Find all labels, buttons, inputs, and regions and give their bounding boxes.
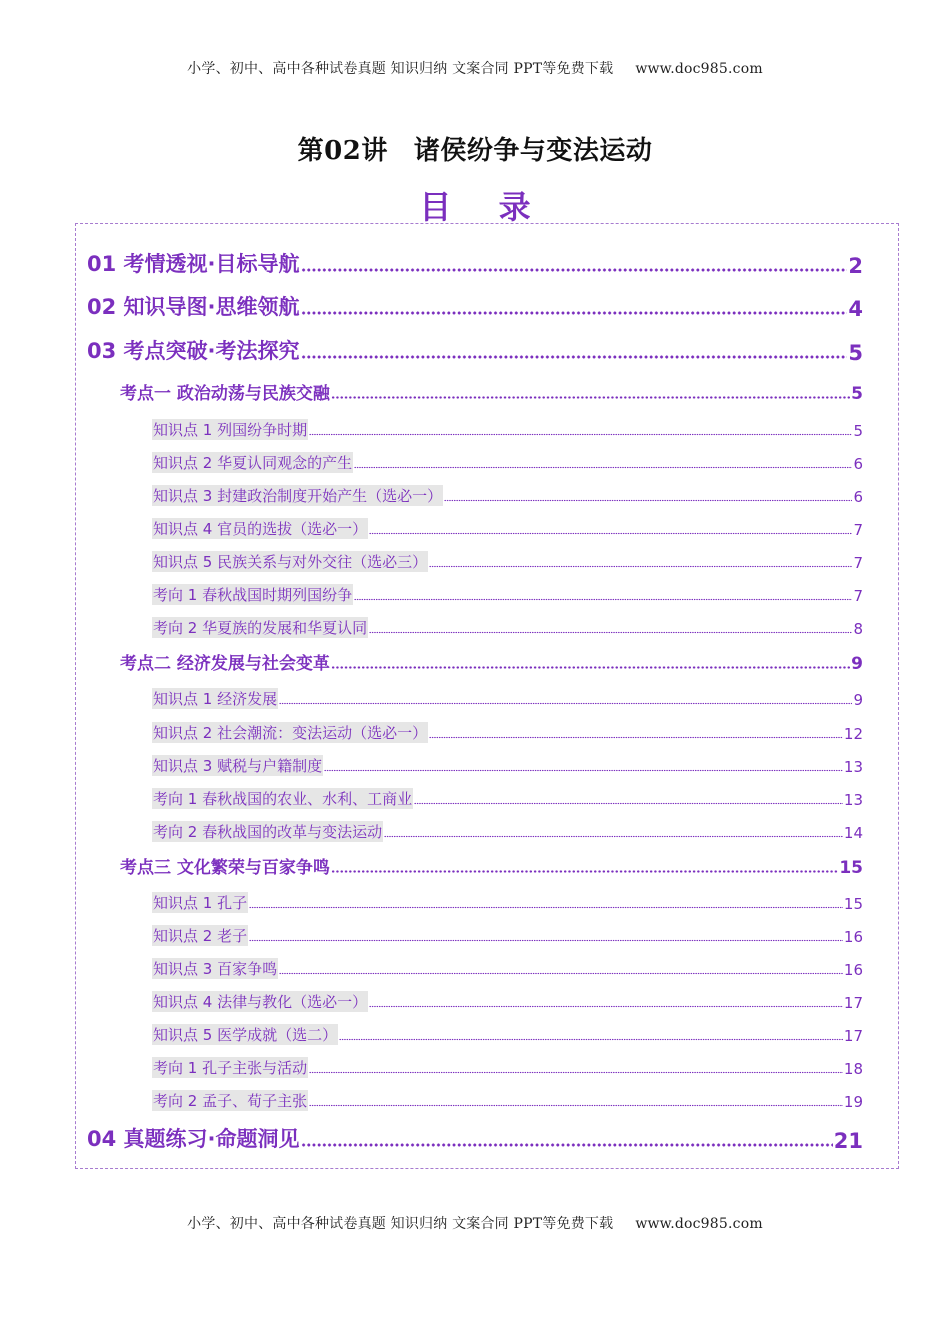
toc-entry-page: 5 [848, 341, 863, 365]
toc-entry[interactable] [152, 1056, 863, 1078]
toc-entry-label: 知识点 2 老子 [153, 927, 248, 945]
toc-leader [354, 598, 852, 601]
toc-entry-page: 16 [843, 961, 863, 979]
toc-leader [369, 1005, 843, 1008]
toc-heading: 目 录 [419, 188, 549, 226]
toc-leader [249, 906, 843, 909]
toc-entry-label: 知识点 1 孔子 [153, 894, 248, 912]
toc-leader [339, 1038, 843, 1041]
toc-leader [309, 433, 852, 436]
toc-leader [384, 835, 843, 838]
toc-entry-label: 知识点 1 经济发展 [153, 690, 278, 708]
footer-url[interactable]: www.doc985.com [635, 1216, 763, 1232]
toc-entry-page: 19 [843, 1093, 863, 1111]
toc-entry-label: 考向 1 孔子主张与活动 [153, 1059, 308, 1077]
toc-entry-label: 知识点 5 民族关系与对外交往（选必三） [153, 553, 428, 571]
toc-entry[interactable] [152, 687, 863, 709]
toc-entry[interactable] [87, 248, 863, 278]
toc-entry-page: 12 [843, 725, 863, 743]
toc-entry-label: 知识点 3 百家争鸣 [153, 960, 278, 978]
toc-entry-page: 4 [848, 297, 863, 321]
toc-leader [301, 1142, 833, 1148]
toc-entry-label: 知识点 5 医学成就（选二） [153, 1026, 338, 1044]
toc-leader [301, 267, 848, 273]
toc-entry-page: 17 [843, 1027, 863, 1045]
toc-entry-page: 16 [843, 928, 863, 946]
toc-entry[interactable] [152, 787, 863, 809]
toc-entry-label: 考向 1 春秋战国的农业、水利、工商业 [153, 790, 413, 808]
toc-leader [331, 395, 850, 400]
toc-leader [301, 354, 848, 360]
toc-entry[interactable] [152, 924, 863, 946]
toc-entry-label: 知识点 1 列国纷争时期 [153, 421, 308, 439]
toc-entry-page: 15 [843, 895, 863, 913]
toc-leader [249, 939, 843, 942]
document-title [0, 130, 950, 167]
toc-entry-page: 5 [851, 384, 863, 404]
lesson-number: 第02讲 [297, 136, 388, 166]
toc-entry[interactable] [87, 1123, 863, 1153]
toc-entry-label: 考点一 政治动荡与民族交融 [120, 384, 330, 404]
toc-leader [331, 869, 838, 874]
toc-entry-page: 18 [843, 1060, 863, 1078]
toc-entry[interactable] [120, 650, 863, 674]
header-text: 小学、初中、高中各种试卷真题 知识归纳 文案合同 PPT等免费下载 [187, 61, 614, 77]
toc-leader [444, 499, 852, 502]
toc-entry-label: 知识点 4 法律与教化（选必一） [153, 993, 368, 1011]
toc-leader [301, 310, 848, 316]
toc-entry-label: 知识点 3 封建政治制度开始产生（选必一） [153, 487, 443, 505]
toc-entry-label: 考向 2 华夏族的发展和华夏认同 [153, 619, 368, 637]
toc-leader [354, 466, 852, 469]
toc-entry-label: 04 真题练习·命题洞见 [87, 1127, 300, 1151]
toc-leader [324, 769, 843, 772]
toc-entry[interactable] [152, 820, 863, 842]
lesson-name: 诸侯纷争与变法运动 [413, 136, 653, 166]
toc-leader [369, 532, 852, 535]
toc-entry-label: 考点二 经济发展与社会变革 [120, 654, 330, 674]
toc-entry[interactable] [152, 891, 863, 913]
toc-entry[interactable] [152, 451, 863, 473]
header-url[interactable]: www.doc985.com [635, 61, 763, 77]
toc-entry-page: 8 [853, 620, 863, 638]
toc-entry-label: 02 知识导图·思维领航 [87, 295, 300, 319]
toc-entry[interactable] [120, 854, 863, 878]
toc-entry[interactable] [152, 754, 863, 776]
toc-entry[interactable] [87, 291, 863, 321]
toc-entry-label: 考点三 文化繁荣与百家争鸣 [120, 858, 330, 878]
toc-entry-page: 13 [843, 791, 863, 809]
toc-entry[interactable] [152, 616, 863, 638]
toc-entry-page: 5 [853, 422, 863, 440]
toc-entry[interactable] [152, 550, 863, 572]
toc-leader [309, 1071, 843, 1074]
toc-entry[interactable] [152, 583, 863, 605]
toc-entry-page: 2 [848, 254, 863, 278]
toc-entry[interactable] [120, 380, 863, 404]
toc-entry-label: 知识点 3 赋税与户籍制度 [153, 757, 323, 775]
toc-entry-page: 9 [851, 654, 863, 674]
toc-entry[interactable] [152, 517, 863, 539]
toc-entry-label: 考向 2 春秋战国的改革与变法运动 [153, 823, 383, 841]
toc-entry[interactable] [152, 721, 863, 743]
toc-entry[interactable] [152, 957, 863, 979]
toc-leader [429, 565, 852, 568]
toc-entry-page: 14 [843, 824, 863, 842]
toc-entry-label: 考向 2 孟子、荀子主张 [153, 1092, 308, 1110]
toc-leader [331, 665, 850, 670]
toc-leader [279, 702, 852, 705]
toc-leader [414, 802, 843, 805]
toc-entry[interactable] [152, 1089, 863, 1111]
toc-entry[interactable] [152, 484, 863, 506]
toc-entry-page: 6 [853, 455, 863, 473]
toc-entry-label: 知识点 2 华夏认同观念的产生 [153, 454, 353, 472]
toc-entry-label: 知识点 4 官员的选拔（选必一） [153, 520, 368, 538]
toc-entry-label: 01 考情透视·目标导航 [87, 252, 300, 276]
toc-entry-page: 7 [853, 521, 863, 539]
footer-text: 小学、初中、高中各种试卷真题 知识归纳 文案合同 PPT等免费下载 [187, 1216, 614, 1232]
toc-entry-page: 7 [853, 554, 863, 572]
toc-leader [309, 1104, 843, 1107]
toc-leader [279, 972, 843, 975]
toc-entry[interactable] [152, 1023, 863, 1045]
toc-entry-label: 考向 1 春秋战国时期列国纷争 [153, 586, 353, 604]
toc-entry-page: 17 [843, 994, 863, 1012]
toc-entry-page: 15 [839, 858, 863, 878]
toc-entry-page: 13 [843, 758, 863, 776]
toc-entry-page: 6 [853, 488, 863, 506]
page-footer [0, 1213, 950, 1233]
toc-entry[interactable] [87, 335, 863, 365]
toc-entry-page: 21 [833, 1129, 863, 1153]
toc-leader [429, 736, 843, 739]
toc-leader [369, 631, 852, 634]
toc-entry-label: 03 考点突破·考法探究 [87, 339, 300, 363]
toc-entry[interactable] [152, 990, 863, 1012]
toc-entry-page: 9 [853, 691, 863, 709]
toc-entry-label: 知识点 2 社会潮流：变法运动（选必一） [153, 724, 428, 742]
page-header [0, 58, 950, 78]
toc-entry-page: 7 [853, 587, 863, 605]
toc-entry[interactable] [152, 418, 863, 440]
